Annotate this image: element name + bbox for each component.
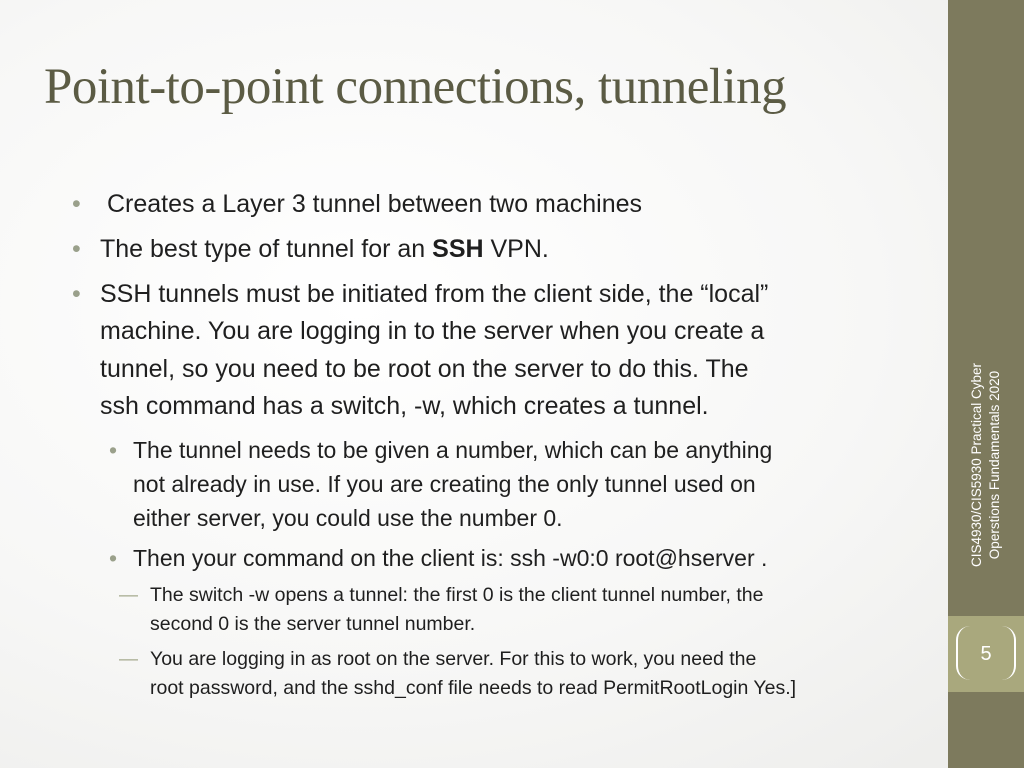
bullet-marker: • (72, 235, 81, 263)
bullet-text: Creates a Layer 3 tunnel between two machines (107, 190, 643, 218)
bullet-text-line: tunnel, so you need to be root on the server to do this. The (100, 355, 749, 383)
bullet-text-part: VPN. (483, 235, 549, 263)
sub-bullet-marker: • (109, 545, 118, 571)
bullet-text (100, 231, 549, 269)
slide-number-box (948, 616, 1024, 692)
bullet-text-part: The best type of tunnel for an (100, 235, 433, 263)
sub-bullet-text: Then your command on the client is: ssh -w0:0 root@hserver . (133, 545, 768, 571)
sub-bullet-marker: • (109, 437, 118, 463)
dash-item-text-line: The switch -w opens a tunnel: the first 0 is the client tunnel number, the (150, 584, 764, 606)
sub-bullet-text-line: not already in use. If you are creating the only tunnel used on (133, 471, 756, 497)
dash-item-text-line: root password, and the sshd_conf file needs to read PermitRootLogin Yes.] (150, 677, 797, 699)
bullet-text-line: ssh command has a switch, -w, which creates a tunnel. (100, 392, 709, 420)
bullet-text-line: SSH tunnels must be initiated from the client side, the “local” (100, 280, 769, 308)
bullet-marker: • (72, 280, 81, 308)
footer-line: Operstions Fundamentals 2020 (987, 370, 1002, 560)
dash-marker: — (119, 649, 138, 670)
dash-item-text-line: second 0 is the server tunnel number. (150, 613, 476, 635)
sub-bullet-text-line: either server, you could use the number 0. (133, 505, 563, 531)
footer-course-text (968, 363, 1004, 567)
slide-title: Point-to-point connections, tunneling (44, 59, 787, 115)
sub-bullet-text-line: The tunnel needs to be given a number, which can be anything (133, 437, 773, 463)
dash-item-text-line: You are logging in as root on the server. For this to work, you need the (150, 648, 757, 670)
footer-line: CIS4930/CIS5930 Practical Cyber (969, 362, 984, 568)
bullet-marker: • (72, 190, 81, 218)
bullet-text-line: machine. You are logging in to the server when you create a (100, 317, 765, 345)
dash-marker: — (119, 585, 138, 606)
slide-number: 5 (980, 643, 992, 665)
ssh-keyword: SSH (432, 235, 484, 263)
